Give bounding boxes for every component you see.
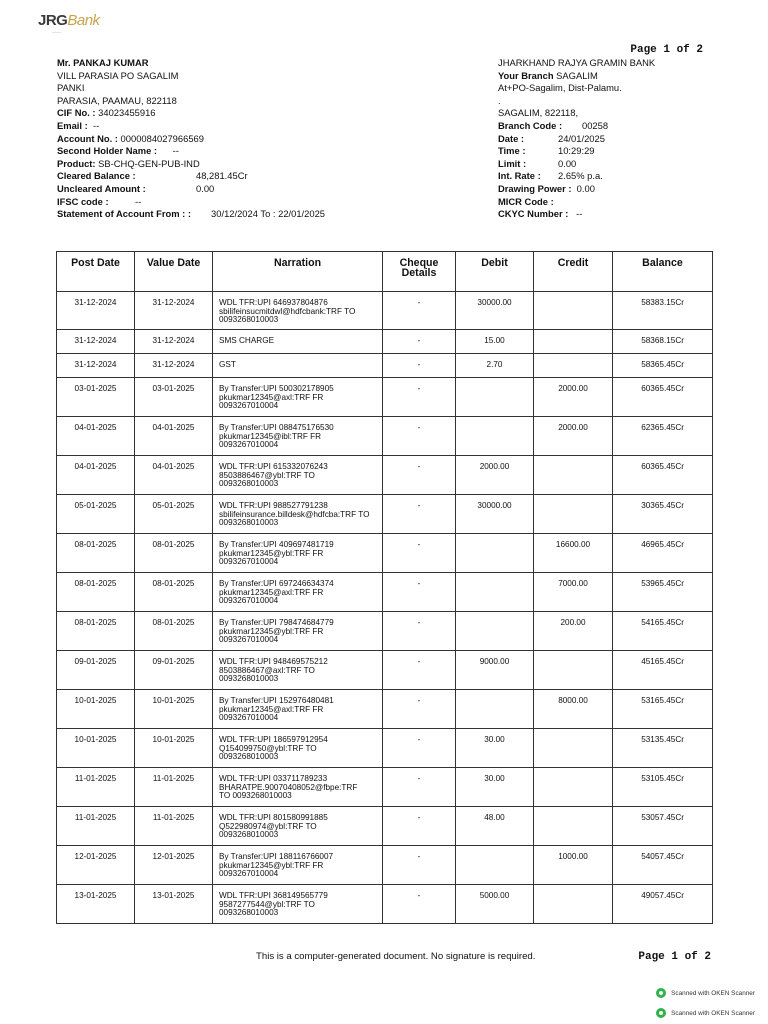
narration-line: WDL TFR:UPI 988527791238 (219, 501, 328, 510)
cif-value: 34023455916 (98, 107, 156, 119)
cell-debit: 30000.00 (456, 495, 534, 534)
table-row (57, 495, 713, 534)
cell-debit (456, 573, 534, 612)
cell-narration (213, 612, 383, 651)
branch-label: Your Branch (498, 69, 554, 81)
cell-narration (213, 456, 383, 495)
cell-debit: 30.00 (456, 729, 534, 768)
cell-balance: 46965.45Cr (613, 534, 713, 573)
cell-value-date: 12-01-2025 (135, 846, 213, 885)
scanner-watermark (656, 1008, 755, 1018)
narration-line: Q154099750@ybl:TRF TO (219, 743, 317, 753)
cell-cheque: - (383, 495, 456, 534)
table-row (57, 690, 713, 729)
col-balance: Balance (613, 252, 713, 292)
cell-debit: 2.70 (456, 354, 534, 378)
limit-row (498, 158, 728, 171)
table-row (57, 330, 713, 354)
email-label: Email : (57, 119, 88, 131)
cell-narration (213, 846, 383, 885)
cell-post-date: 13-01-2025 (57, 885, 135, 924)
bank-logo (38, 12, 100, 35)
cell-value-date: 04-01-2025 (135, 456, 213, 495)
cell-narration (213, 417, 383, 456)
cell-balance: 45165.45Cr (613, 651, 713, 690)
cell-credit: 2000.00 (534, 417, 613, 456)
second-holder-label: Second Holder Name : (57, 145, 158, 157)
table-row (57, 846, 713, 885)
cell-cheque: - (383, 807, 456, 846)
ifsc-label: IFSC code : (57, 195, 109, 207)
scanner-text: Scanned with OKEN Scanner (671, 989, 755, 997)
cell-cheque: - (383, 690, 456, 729)
product-row (57, 158, 437, 171)
cell-credit (534, 354, 613, 378)
logo-tagline-mark: ~~~~ (52, 30, 62, 35)
narration-line: 8503886467@axl:TRF TO (219, 665, 315, 675)
cell-narration (213, 292, 383, 330)
cell-narration (213, 354, 383, 378)
table-row (57, 417, 713, 456)
narration-line: 0093268010003 (219, 479, 279, 489)
cell-credit (534, 292, 613, 330)
cell-narration (213, 807, 383, 846)
cell-cheque: - (383, 330, 456, 354)
date-label: Date : (498, 132, 525, 144)
cell-narration (213, 885, 383, 924)
branch-row (498, 70, 728, 83)
col-cheque-line1: Cheque (399, 257, 439, 269)
cell-post-date: 10-01-2025 (57, 729, 135, 768)
cell-debit: 9000.00 (456, 651, 534, 690)
statement-period-label: Statement of Account From : : (57, 208, 192, 220)
cell-cheque: - (383, 534, 456, 573)
account-value: 0000084027966569 (120, 132, 204, 144)
cell-credit (534, 807, 613, 846)
narration-line: By Transfer:UPI 697246634374 (219, 579, 334, 588)
cell-post-date: 11-01-2025 (57, 768, 135, 807)
narration-line: 0093267010004 (219, 401, 279, 411)
drawing-power-label: Drawing Power : (498, 182, 572, 194)
cell-narration (213, 573, 383, 612)
cell-balance: 60365.45Cr (613, 456, 713, 495)
cell-narration (213, 378, 383, 417)
cell-cheque: - (383, 885, 456, 924)
customer-address-1: VILL PARASIA PO SAGALIM (57, 69, 179, 81)
cell-debit (456, 378, 534, 417)
logo-bank: Bank (67, 12, 100, 29)
table-row (57, 807, 713, 846)
cell-value-date: 13-01-2025 (135, 885, 213, 924)
cell-value-date: 08-01-2025 (135, 612, 213, 651)
cell-debit (456, 846, 534, 885)
cell-debit: 30000.00 (456, 292, 534, 330)
uncleared-amount-value: 0.00 (196, 182, 215, 194)
cell-post-date: 04-01-2025 (57, 456, 135, 495)
cell-debit: 15.00 (456, 330, 534, 354)
cif-row (57, 107, 437, 120)
customer-details (57, 57, 437, 221)
cell-cheque: - (383, 651, 456, 690)
second-holder-value: -- (172, 145, 179, 157)
cell-post-date: 08-01-2025 (57, 573, 135, 612)
table-row (57, 651, 713, 690)
col-narration: Narration (213, 252, 383, 292)
cell-cheque: - (383, 292, 456, 330)
cell-value-date: 08-01-2025 (135, 534, 213, 573)
micr-label: MICR Code : (498, 195, 554, 207)
narration-line: 0093267010004 (219, 869, 279, 879)
email-value: -- (92, 119, 100, 131)
cell-value-date: 10-01-2025 (135, 690, 213, 729)
narration-line: WDL TFR:UPI 948469575212 (219, 657, 328, 666)
cell-post-date: 31-12-2024 (57, 330, 135, 354)
narration-line: pkukmar12345@ybl:TRF FR (219, 860, 324, 870)
ckyc-label: CKYC Number : (498, 208, 569, 220)
ckyc-value: -- (576, 208, 583, 220)
col-cheque-details (383, 252, 456, 292)
scanner-watermark (656, 988, 755, 998)
customer-address-3: PARASIA, PAAMAU, 822118 (57, 94, 177, 106)
bank-name: JHARKHAND RAJYA GRAMIN BANK (498, 57, 656, 68)
cell-cheque: - (383, 846, 456, 885)
cell-balance: 53057.45Cr (613, 807, 713, 846)
cleared-balance-label: Cleared Balance : (57, 170, 136, 182)
cell-narration (213, 690, 383, 729)
narration-line: 0093268010003 (219, 315, 279, 325)
time-value: 10:29:29 (558, 145, 595, 157)
cell-post-date: 09-01-2025 (57, 651, 135, 690)
page-number-top: Page 1 of 2 (630, 44, 703, 56)
narration-line: WDL TFR:UPI 646937804876 (219, 298, 328, 307)
cell-credit: 200.00 (534, 612, 613, 651)
cell-cheque: - (383, 573, 456, 612)
cell-balance: 54057.45Cr (613, 846, 713, 885)
cell-balance: 54165.45Cr (613, 612, 713, 651)
cell-post-date: 31-12-2024 (57, 354, 135, 378)
cell-balance: 58368.15Cr (613, 330, 713, 354)
cell-value-date: 31-12-2024 (135, 354, 213, 378)
logo-jrg: JRG (38, 12, 68, 29)
uncleared-amount-row (57, 183, 437, 196)
cell-debit: 5000.00 (456, 885, 534, 924)
ifsc-value: -- (135, 195, 142, 207)
narration-line: By Transfer:UPI 798474684779 (219, 618, 334, 627)
second-holder-row (57, 145, 437, 158)
narration-line: By Transfer:UPI 088475176530 (219, 423, 334, 432)
cell-post-date: 08-01-2025 (57, 534, 135, 573)
table-row (57, 729, 713, 768)
cell-balance: 58383.15Cr (613, 292, 713, 330)
table-row (57, 768, 713, 807)
bank-address-2: . (498, 94, 501, 106)
narration-line: sbilifeinsucmitdwl@hdfcbank:TRF TO (219, 306, 356, 316)
cell-post-date: 04-01-2025 (57, 417, 135, 456)
transactions-table (56, 251, 713, 924)
cell-debit (456, 534, 534, 573)
narration-line: TO 0093268010003 (219, 791, 292, 801)
cell-credit (534, 885, 613, 924)
narration-line: pkukmar12345@ybl:TRF FR (219, 548, 324, 558)
cell-value-date: 03-01-2025 (135, 378, 213, 417)
narration-line: 0093268010003 (219, 518, 279, 528)
narration-line: 0093268010003 (219, 908, 279, 918)
cell-cheque: - (383, 729, 456, 768)
narration-line: 0093268010003 (219, 830, 279, 840)
table-row (57, 354, 713, 378)
cell-balance: 58365.45Cr (613, 354, 713, 378)
cell-value-date: 11-01-2025 (135, 768, 213, 807)
scanner-text: Scanned with OKEN Scanner (671, 1009, 755, 1017)
int-rate-value: 2.65% p.a. (558, 170, 603, 182)
account-row (57, 133, 437, 146)
col-debit: Debit (456, 252, 534, 292)
cell-credit: 2000.00 (534, 378, 613, 417)
bank-details (498, 57, 728, 221)
cell-cheque: - (383, 456, 456, 495)
drawing-power-value: 0.00 (576, 182, 595, 194)
narration-line: 0093267010004 (219, 596, 279, 606)
cell-narration (213, 495, 383, 534)
cell-credit: 8000.00 (534, 690, 613, 729)
narration-line: pkukmar12345@axl:TRF FR (219, 587, 324, 597)
cell-balance: 53135.45Cr (613, 729, 713, 768)
cell-balance: 49057.45Cr (613, 885, 713, 924)
cell-credit (534, 456, 613, 495)
cell-debit (456, 612, 534, 651)
table-row (57, 573, 713, 612)
time-label: Time : (498, 145, 526, 157)
narration-line: 8503886467@ybl:TRF TO (219, 470, 315, 480)
cell-value-date: 31-12-2024 (135, 292, 213, 330)
cell-value-date: 04-01-2025 (135, 417, 213, 456)
cell-post-date: 05-01-2025 (57, 495, 135, 534)
cell-balance: 60365.45Cr (613, 378, 713, 417)
cell-credit (534, 330, 613, 354)
branch-value: SAGALIM (556, 69, 598, 81)
bank-address-1: At+PO-Sagalim, Dist-Palamu. (498, 82, 622, 94)
cell-narration (213, 768, 383, 807)
cell-credit (534, 651, 613, 690)
scanner-logo-icon (656, 988, 666, 998)
narration-line: BHARATPE.90070408052@fbpe:TRF (219, 782, 358, 792)
customer-address-2: PANKI (57, 82, 85, 94)
narration-line: 0093267010004 (219, 635, 279, 645)
cell-value-date: 31-12-2024 (135, 330, 213, 354)
cell-narration (213, 651, 383, 690)
narration-line: WDL TFR:UPI 801580991885 (219, 813, 328, 822)
int-rate-row (498, 170, 728, 183)
statement-period-row (57, 208, 437, 221)
cell-balance: 53165.45Cr (613, 690, 713, 729)
cell-value-date: 05-01-2025 (135, 495, 213, 534)
table-row (57, 612, 713, 651)
narration-line: 0093268010003 (219, 752, 279, 762)
cell-post-date: 10-01-2025 (57, 690, 135, 729)
cell-balance: 53105.45Cr (613, 768, 713, 807)
cell-cheque: - (383, 354, 456, 378)
cleared-balance-row (57, 170, 437, 183)
narration-line: 0093267010004 (219, 440, 279, 450)
int-rate-label: Int. Rate : (498, 170, 541, 182)
transactions-body (57, 292, 713, 924)
cell-credit (534, 495, 613, 534)
cell-cheque: - (383, 417, 456, 456)
time-row (498, 145, 728, 158)
col-post-date: Post Date (57, 252, 135, 292)
computer-generated-note: This is a computer-generated document. No signature is required. (256, 951, 536, 962)
narration-line: Q522980974@ybl:TRF TO (219, 821, 317, 831)
narration-line: SMS CHARGE (219, 336, 275, 345)
bank-address-3: SAGALIM, 822118, (498, 107, 579, 119)
cell-credit (534, 768, 613, 807)
narration-line: pkukmar12345@ybl:TRF FR (219, 626, 324, 636)
page-number-bottom: Page 1 of 2 (638, 951, 711, 963)
product-label: Product: (57, 157, 96, 169)
cell-debit (456, 690, 534, 729)
narration-line: By Transfer:UPI 152976480481 (219, 696, 334, 705)
narration-line: GST (219, 360, 236, 369)
cell-narration (213, 729, 383, 768)
ckyc-row (498, 208, 728, 221)
cell-post-date: 03-01-2025 (57, 378, 135, 417)
cell-post-date: 12-01-2025 (57, 846, 135, 885)
narration-line: WDL TFR:UPI 615332076243 (219, 462, 328, 471)
cell-value-date: 11-01-2025 (135, 807, 213, 846)
cell-credit (534, 729, 613, 768)
table-row (57, 534, 713, 573)
date-value: 24/01/2025 (558, 132, 605, 144)
table-header-row (57, 252, 713, 292)
cell-cheque: - (383, 768, 456, 807)
table-row (57, 456, 713, 495)
date-row (498, 133, 728, 146)
ifsc-row (57, 196, 437, 209)
cell-debit: 2000.00 (456, 456, 534, 495)
narration-line: 0093267010004 (219, 713, 279, 723)
customer-name: Mr. PANKAJ KUMAR (57, 57, 149, 68)
cell-balance: 53965.45Cr (613, 573, 713, 612)
statement-period-value: 30/12/2024 To : 22/01/2025 (211, 208, 326, 220)
email-row (57, 120, 437, 133)
narration-line: pkukmar12345@axl:TRF FR (219, 704, 324, 714)
cell-credit: 16600.00 (534, 534, 613, 573)
cell-narration (213, 534, 383, 573)
cell-debit: 48.00 (456, 807, 534, 846)
narration-line: 0093267010004 (219, 557, 279, 567)
narration-line: By Transfer:UPI 409697481719 (219, 540, 334, 549)
col-cheque-line2: Details (401, 267, 437, 279)
narration-line: By Transfer:UPI 188116766007 (219, 852, 334, 861)
narration-line: WDL TFR:UPI 033711789233 (219, 774, 328, 783)
branch-code-row (498, 120, 728, 133)
micr-row (498, 196, 728, 209)
account-label: Account No. : (57, 132, 118, 144)
cell-post-date: 08-01-2025 (57, 612, 135, 651)
cell-post-date: 11-01-2025 (57, 807, 135, 846)
narration-line: 9587277544@ybl:TRF TO (219, 899, 315, 909)
narration-line: sbilifeinsurance.billdesk@hdfcba:TRF TO (219, 509, 370, 519)
cell-balance: 62365.45Cr (613, 417, 713, 456)
cell-cheque: - (383, 612, 456, 651)
narration-line: WDL TFR:UPI 368149565779 (219, 891, 328, 900)
table-row (57, 885, 713, 924)
cell-value-date: 10-01-2025 (135, 729, 213, 768)
branch-code-label: Branch Code : (498, 119, 563, 131)
narration-line: WDL TFR:UPI 186597912954 (219, 735, 328, 744)
narration-line: 0093268010003 (219, 674, 279, 684)
cell-post-date: 31-12-2024 (57, 292, 135, 330)
cell-credit: 7000.00 (534, 573, 613, 612)
cell-balance: 30365.45Cr (613, 495, 713, 534)
col-credit: Credit (534, 252, 613, 292)
cif-label: CIF No. : (57, 107, 96, 119)
scanner-logo-icon (656, 1008, 666, 1018)
narration-line: pkukmar12345@axl:TRF FR (219, 392, 324, 402)
table-row (57, 292, 713, 330)
product-value: SB-CHQ-GEN-PUB-IND (98, 157, 200, 169)
cleared-balance-value: 48,281.45Cr (196, 170, 248, 182)
cell-cheque: - (383, 378, 456, 417)
narration-line: By Transfer:UPI 500302178905 (219, 384, 334, 393)
col-value-date: Value Date (135, 252, 213, 292)
cell-debit (456, 417, 534, 456)
limit-value: 0.00 (558, 157, 577, 169)
branch-code-value: 00258 (582, 119, 609, 131)
narration-line: pkukmar12345@ibl:TRF FR (219, 431, 322, 441)
cell-narration (213, 330, 383, 354)
cell-debit: 30.00 (456, 768, 534, 807)
cell-credit: 1000.00 (534, 846, 613, 885)
drawing-power-row (498, 183, 728, 196)
table-row (57, 378, 713, 417)
uncleared-amount-label: Uncleared Amount : (57, 182, 146, 194)
limit-label: Limit : (498, 157, 527, 169)
cell-value-date: 08-01-2025 (135, 573, 213, 612)
cell-value-date: 09-01-2025 (135, 651, 213, 690)
